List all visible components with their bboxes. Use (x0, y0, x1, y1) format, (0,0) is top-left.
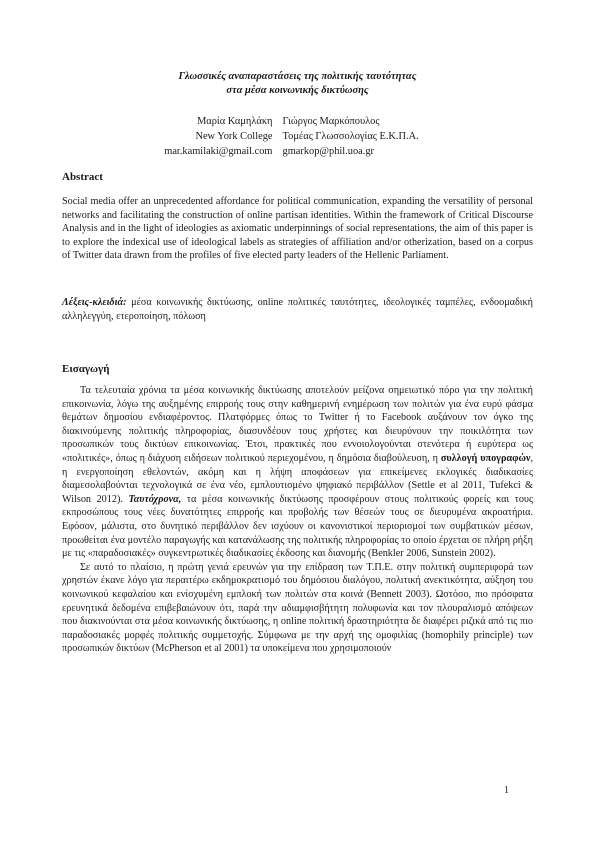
author-1-affiliation: New York College (195, 131, 273, 142)
intro-heading: Εισαγωγή (62, 363, 110, 375)
keywords (62, 296, 533, 323)
keywords-list: μέσα κοινωνικής δικτύωσης, online πολιτικές ταυτότητες, ιδεολογικές ταμπέλες, ενδοομαδική αλληλεγγύη, ετεροποίηση, πόλωση (62, 297, 533, 322)
abstract-paragraph: Social media offer an unprecedented affordance for political communication, expanding the versatility of personal networks and facilitating the construction of online partisan identities. Within the framework of Critical Discourse Analysis and in the light of ideologies as axiomatic underpinnings of social representations, the aim of this paper is to explore the indexical use of ideological labels as strategies of affiliation and/or otherization, based on a corpus of Twitter data drawn from the profiles of five elected party leaders of the Hellenic Parliament. (62, 196, 533, 262)
abstract-heading: Abstract (62, 171, 103, 183)
author-emails-row (62, 144, 533, 159)
abstract-text (62, 195, 533, 263)
title-line-1: Γλωσσικές αναπαραστάσεις της πολιτικής ταυτότητας (178, 71, 417, 82)
intro-p1-bold: συλλογή υπογραφών (440, 452, 531, 464)
author-block (62, 114, 533, 159)
author-names-row (62, 114, 533, 129)
intro-paragraph-1 (62, 384, 533, 561)
intro-p1-text-c: τα μέσα κοινωνικής δικτύωσης προσφέρουν στους πολιτικούς φορείς και τους εκπροσώπους τους νέες δυνατότητες επιρροής και προβολής των θέσεών τους σε διευρυμένα ακροατήρια. Εφόσον, μάλιστα, στο δυνητικό περιβάλλον δεν ισχύουν οι κανονιστικοί περιορισμοί των συμβατικών μέσων, προωθείται ένα μοντέλο παραγωγής και κατανάλωσης της πολιτικής πληροφορίας το οποίο έρχεται σε πλήρη ρήξη με τις «παραδοσιακές» συγκεντρωτικές διαδικασίες έκδοσης και διανομής (Benkler 2006, Sunstein 2002). (62, 493, 533, 560)
intro-p1-text-a: Τα τελευταία χρόνια τα μέσα κοινωνικής δικτύωσης αποτελούν μείζονα σημειωτικό πόρο για την πολιτική επικοινωνία, λόγω της αυξημένης επιρροής τους στην καθημερινή ενημέρωση των πολιτών για ένα ευρύ φάσμα θεμάτων δημοσίου ενδιαφέροντος. Πλατφόρμες όπως το Twitter ή το Facebook αυξάνουν τον όγκο της διακινούμενης πολιτικής πληροφορίας, διασυνδέουν τους χρήστες και διευρύνουν την ποικιλότητα των προσωπικών τους δικτύων επικοινωνίας. Έτσι, πρακτικές που εννοιολογούνται στενότερα ή ευρύτερα ως «πολιτικές», όπως η διάχυση ειδήσεων πολιτικού περιεχομένου, η δημόσια διαβούλευση, η (62, 385, 533, 464)
author-2-email[interactable]: gmarkop@phil.uoa.gr (282, 146, 375, 157)
paper-title (62, 70, 533, 98)
author-1-name: Μαρία Καμηλάκη (197, 116, 273, 127)
author-2-name: Γιώργος Μαρκόπουλος (282, 116, 380, 127)
author-affiliations-row (62, 129, 533, 144)
intro-p1-text-b: , η ενεργοποίηση εθελοντών, ακόμη και η λήψη αποφάσεων για επικείμενες εκλογικές διαδικασίες διαμεσολαβούνται τεχνολογικά σε ένα νέο, εμπλουτισμένο ψηφιακό περιβάλλον (Settle et al 2011, Tufekci & Wilson 2012). (62, 452, 533, 505)
intro-body (62, 384, 533, 656)
title-line-2: στα μέσα κοινωνικής δικτύωσης (226, 85, 369, 96)
intro-p1-bolditalic: Ταυτόχρονα, (128, 493, 182, 505)
page-number: 1 (504, 785, 509, 796)
author-2-affiliation: Τομέας Γλωσσολογίας Ε.Κ.Π.Α. (282, 131, 419, 142)
intro-paragraph-2: Σε αυτό το πλαίσιο, η πρώτη γενιά ερευνών για την επίδραση των Τ.Π.Ε. στην πολιτική συμπεριφορά των χρηστών έκανε λόγο για περαιτέρω εκδημοκρατισμό του δημόσιου διαλόγου, πολιτική ανεκτικότητα, αύξηση του κοινωνικού κεφαλαίου και ενίσχυμένη εμπλοκή των πολιτών στα κοινά (Bennett 2003). Ωστόσο, πιο πρόσφατα ερευνητικά δεδομένα επιβεβαιώνουν ότι, παρά την αδιαμφισβήτητη πολυφωνία και τον πλουραλισμό απόψεων που διακινούνται στα μέσα κοινωνικής δικτύωσης, η online πολιτική δραστηριότητα δε διαφέρει ριζικά από τις πιο παραδοσιακές μορφές πολιτικής συμμετοχής. Σύμφωνα με την αρχή της ομοφιλίας (homophily principle) των προσωπικών δικτύων (McPherson et al 2001) τα υποκείμενα που χρησιμοποιούν (62, 561, 533, 655)
keywords-label: Λέξεις-κλειδιά: (62, 297, 127, 308)
author-1-email[interactable]: mar.kamilaki@gmail.com (164, 146, 273, 157)
